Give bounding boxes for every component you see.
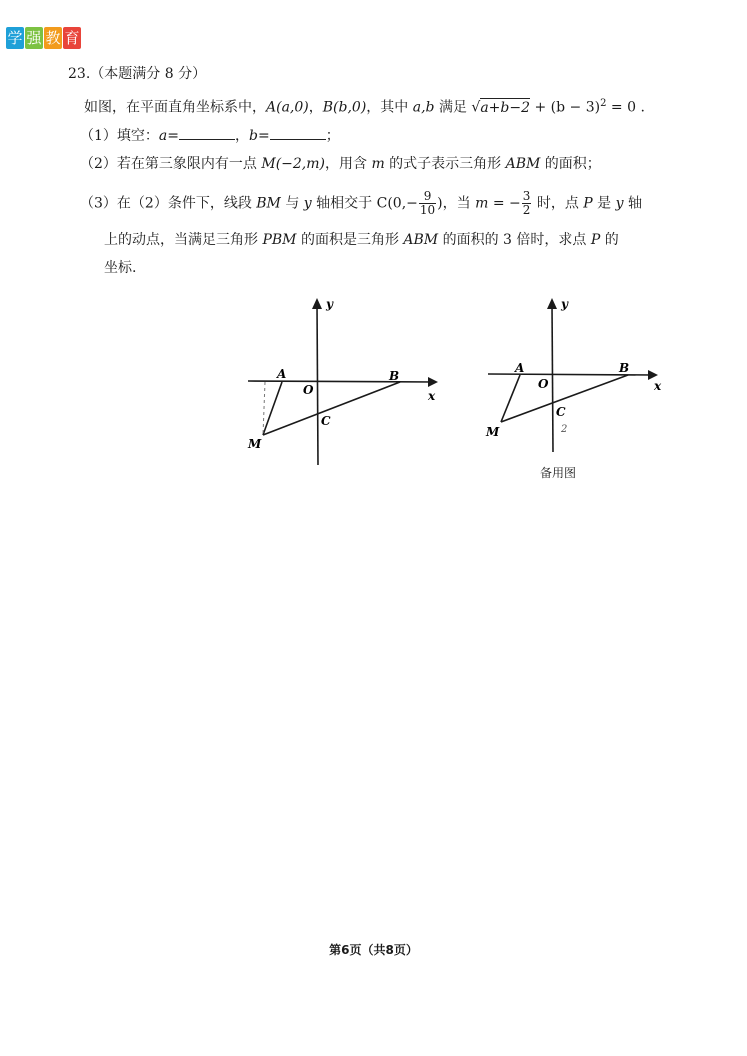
- segment-am: [263, 382, 282, 435]
- label-b: B: [389, 369, 400, 383]
- spare-label-a: A: [515, 361, 525, 375]
- y-axis: [317, 304, 318, 465]
- point-m: M(−2,m): [261, 156, 325, 172]
- page-footer: 第6页（共8页）: [329, 943, 418, 957]
- part1-end: ；: [325, 128, 340, 144]
- part2-text-1: （2）若在第三象限内有一点: [80, 156, 262, 172]
- spare-label-c: C: [556, 405, 566, 419]
- label-m: M: [248, 437, 262, 451]
- spare-figure-caption: 备用图: [540, 466, 577, 480]
- label-x: x: [428, 389, 436, 403]
- part-1: [80, 125, 340, 146]
- part3-m: m: [475, 195, 489, 212]
- brand-logo: [6, 27, 82, 51]
- part3-y2: y: [615, 195, 624, 212]
- intro-sep: ，: [308, 99, 323, 116]
- spare-y-axis-arrow: [547, 298, 557, 309]
- part-3-line-1: [80, 190, 642, 217]
- part2-abm: ABM: [505, 156, 541, 172]
- blank-a[interactable]: [179, 125, 235, 140]
- intro-text-1: 如图，在平面直角坐标系中，: [84, 99, 266, 116]
- spare-segment-am: [501, 375, 520, 422]
- part3-text-3: 轴相交于 C(0,−: [311, 195, 418, 212]
- sqrt-sign: √: [471, 99, 481, 116]
- part-2: [80, 154, 601, 174]
- fraction-m-num: 3: [522, 189, 531, 203]
- spare-y-axis: [552, 304, 553, 452]
- part-3-line-3: 坐标.: [104, 260, 137, 276]
- part3-p: P: [583, 195, 593, 212]
- part3-pbm: PBM: [262, 232, 297, 248]
- question-title: 23.（本题满分 8 分）: [68, 66, 207, 82]
- figure-spare: [482, 290, 672, 460]
- blank-b[interactable]: [270, 125, 326, 140]
- label-c: C: [321, 414, 331, 428]
- part3-text-2: 与: [280, 195, 304, 212]
- part3-text-8: 轴: [623, 195, 642, 212]
- part3-text-7: 是: [592, 195, 616, 212]
- fraction-c-den: 10: [419, 203, 436, 217]
- fraction-c: [419, 190, 436, 217]
- part1-b-label: b=: [249, 128, 270, 144]
- vars-ab: a,b: [412, 99, 435, 116]
- label-o: O: [303, 383, 314, 397]
- part2-var-m: m: [371, 156, 385, 172]
- part2-text-3: 的式子表示三角形: [384, 156, 506, 172]
- intro-text-3: 满足: [434, 99, 472, 116]
- spare-label-o: O: [538, 377, 549, 391]
- part1-a-label: a=: [158, 128, 179, 144]
- x-axis-arrow: [428, 377, 438, 387]
- intro-text-5: = 0 .: [606, 99, 645, 116]
- y-axis-arrow: [312, 298, 322, 309]
- part3-bm: BM: [256, 195, 281, 212]
- part3-text-5: = −: [488, 195, 521, 212]
- point-b: B(b,0): [322, 99, 367, 116]
- figure-main: [240, 290, 450, 475]
- part2-text-2: ，用含: [324, 156, 372, 172]
- part-3-line-2: [104, 230, 619, 250]
- part3-p2: P: [590, 232, 601, 248]
- intro-text-4: + (b − 3): [530, 99, 601, 116]
- point-a: A(a,0): [266, 99, 309, 116]
- label-y: y: [326, 297, 333, 311]
- logo-char-2: 强: [26, 29, 42, 47]
- part3-text-4: )，当: [437, 195, 476, 212]
- spare-label-b: B: [619, 361, 630, 375]
- intro-text-2: ，其中: [366, 99, 413, 116]
- part3-line2-text-1: 上的动点，当满足三角形: [104, 232, 263, 248]
- spare-label-y: y: [561, 297, 568, 311]
- part3-text-6: 时，点: [532, 195, 584, 212]
- part3-text-1: （3）在（2）条件下，线段: [80, 195, 257, 212]
- dashed-perpendicular: [263, 382, 265, 435]
- logo-char-1: 学: [7, 29, 23, 47]
- segment-mb: [263, 382, 400, 435]
- spare-mark: 2: [561, 424, 568, 435]
- logo-char-4: 育: [64, 29, 80, 47]
- part2-text-4: 的面积；: [540, 156, 601, 172]
- part3-line2-text-3: 的面积的 3 倍时，求点: [438, 232, 591, 248]
- part3-y: y: [303, 195, 312, 212]
- part3-line2-text-4: 的: [600, 232, 619, 248]
- fraction-m: [522, 190, 532, 217]
- part1-prefix: （1）填空：: [80, 128, 159, 144]
- sqrt-body: a+b−2: [480, 99, 531, 116]
- logo-char-3: 教: [45, 29, 61, 47]
- spare-label-x: x: [654, 379, 662, 393]
- part3-line2-text-2: 的面积是三角形: [296, 232, 404, 248]
- exponent: 2: [600, 98, 607, 109]
- question-intro: [84, 94, 645, 118]
- fraction-m-den: 2: [522, 203, 531, 217]
- label-a: A: [277, 367, 287, 381]
- spare-label-m: M: [486, 425, 500, 439]
- fraction-c-num: 9: [419, 190, 436, 204]
- part3-abm: ABM: [403, 232, 439, 248]
- x-axis: [248, 381, 434, 382]
- part1-sep: ，: [235, 128, 249, 144]
